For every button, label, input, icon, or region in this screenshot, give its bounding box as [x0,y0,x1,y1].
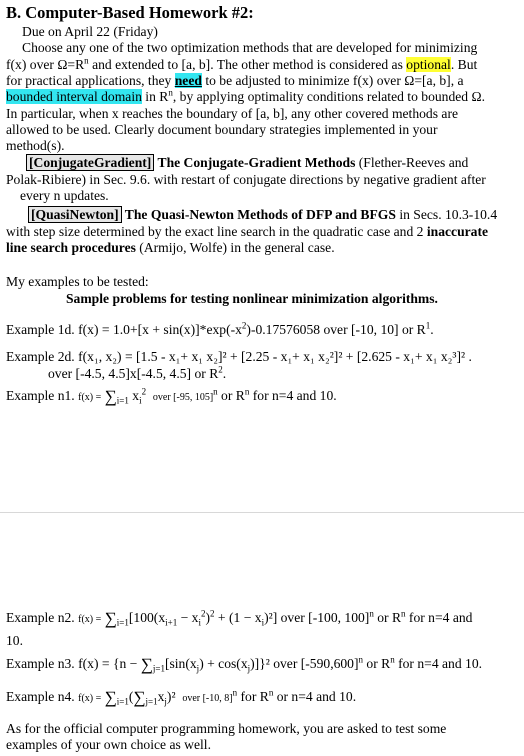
example-n1: Example n1. $f(x) = \sum_{i=1}$ $x_i^2$ over [-95, 105]$^n$ or $R^n$ for n=4 and 10. [6,386,337,406]
method-tag: [ConjugateGradient] [26,154,154,171]
example-1d: Example 1d. $f(x) = 1.0+[x + \sin(x)]*\exp(-x^2)-0.17576058$ over [-10, 10] or $R^1$. [6,320,434,337]
para-line: f(x) over $\Omega=R^n$ and extended to [a, b]. The other method is considered as optional. But [6,55,478,72]
para-line: every n updates. [20,188,109,203]
para-line: Polak-Ribiere) in Sec. 9.6. with restart of conjugate directions by negative gradient after [6,172,486,187]
example-n2: Example n2. $f(x) = \sum_{i=1}[100(x_{i+1} - x_i^2)^2 + (1 - x_i)^2]$ over [-100, 100]$^n$ or $R^n$ for n=4 and [6,608,473,628]
para-line: line search procedures (Armijo, Wolfe) in the general case. [6,240,335,255]
page-gap-divider [0,512,524,513]
example-2d-domain: over [-4.5, 4.5]x[-4.5, 4.5] or $R^2$. [48,364,227,381]
para-line: with step size determined by the exact line search in the quadratic case and 2 inaccurate [6,224,489,239]
para-line: Choose any one of the two optimization methods that are developed for minimizing [22,40,478,55]
example-n4: Example n4. $f(x) = \sum_{i=1}(\sum_{j=1}x_j)^2$ over [-10, 8]$^n$ for $R^n$ or n=4 and 10. [6,687,357,707]
page-title: B. Computer-Based Homework #2: [6,3,254,22]
highlight-optional: optional [406,57,451,72]
method-quasi-newton: [QuasiNewton] The Quasi-Newton Methods of DFP and BFGS in Secs. 10.3-10.4 [28,207,520,223]
method-tag: [QuasiNewton] [28,206,122,223]
examples-heading: Sample problems for testing nonlinear minimization algorithms. [66,291,438,306]
closing-line: As for the official computer programming homework, you are asked to test some [6,721,447,736]
highlight-bounded-interval: bounded interval domain [6,89,142,104]
para-line: allowed to be used. Clearly document boundary strategies implemented in your [6,122,438,137]
summation-symbol: ∑ [133,688,146,707]
summation-symbol: ∑ [104,688,117,707]
examples-intro: My examples to be tested: [6,274,149,289]
summation-symbol: ∑ [140,655,153,674]
due-date: Due on April 22 (Friday) [22,24,158,39]
summation-symbol: ∑ [104,387,117,406]
example-n3: Example n3. $f(x) = \{n - \sum_{j=1}[\sin(x_j) + \cos(x_j)]\}^2$ over $[-590,600]^n$ or $R^n$ for n=4 and 10. [6,654,483,674]
summation-symbol: ∑ [104,609,117,628]
closing-line: examples of your own choice as well. [6,737,211,752]
para-line: bounded interval domain in $R^n$, by applying optimality conditions related to bounded Ω. [6,87,485,104]
para-line: for practical applications, they need to be adjusted to minimize f(x) over Ω=[a, b], a [6,73,464,88]
method-conjugate-gradient: [ConjugateGradient] The Conjugate-Gradient Methods (Flether-Reeves and [26,155,520,171]
highlight-need: need [174,73,202,88]
example-n2-cont: 10. [6,633,23,648]
para-line: In particular, when x reaches the boundary of [a, b], any other covered methods are [6,106,459,121]
example-2d: Example 2d. f(x₁, x₂) = [1.5 - x₁+ x₁ x₂]² + [2.25 - x₁+ x₁ x₂²]² + [2.625 - x₁+ x₁ x₂³]² . [6,349,472,364]
para-line: method(s). [6,138,65,153]
